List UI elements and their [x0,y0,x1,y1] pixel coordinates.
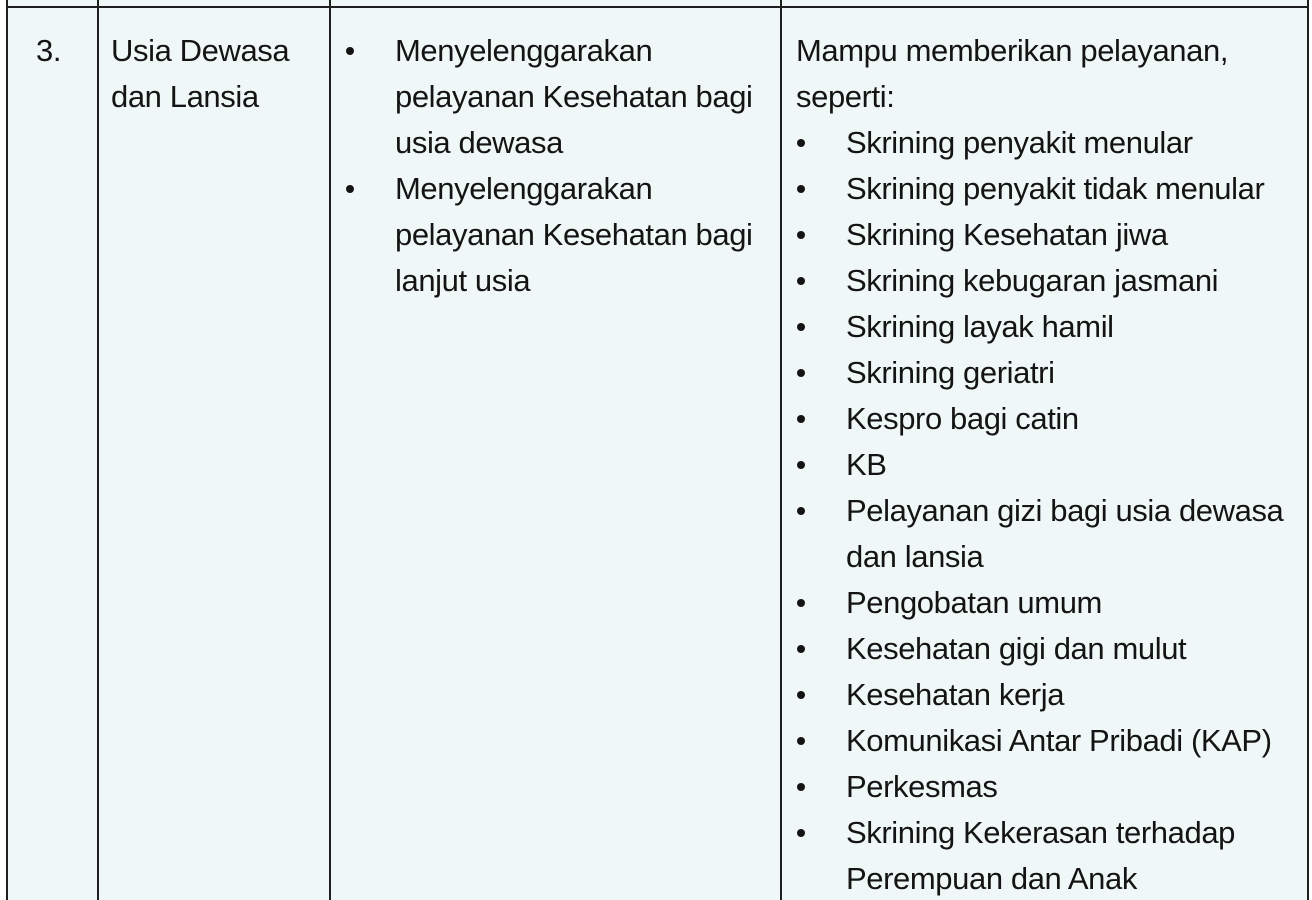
service-item-text: Skrining geriatri [846,355,1055,390]
service-item-text: Pelayanan gizi bagi usia dewasa dan lansia [846,493,1284,574]
bullet-dot-icon [797,415,805,423]
service-item-text: Skrining kebugaran jasmani [846,263,1219,298]
service-item [782,396,1307,442]
service-item [782,166,1307,212]
service-item [782,810,1307,900]
bullet-dot-icon [797,829,805,837]
previous-row-cell [330,0,781,7]
service-item-text: Pengobatan umum [846,585,1102,620]
previous-row-cell [98,0,330,7]
bullet-dot-icon [797,369,805,377]
services-cell [781,7,1308,900]
service-item [782,580,1307,626]
service-item-text: KB [846,447,887,482]
service-item-text: Skrining Kekerasan terhadap Perempuan dan Anak [846,815,1236,896]
bullet-dot-icon [346,47,354,55]
service-item-text: Perkesmas [846,769,998,804]
bullet-dot-icon [797,691,805,699]
bullet-dot-icon [797,507,805,515]
bullet-dot-icon [797,139,805,147]
service-item [782,764,1307,810]
target-group-cell [98,7,330,900]
service-item-text: Skrining Kesehatan jiwa [846,217,1168,252]
activities-cell [330,7,781,900]
bullet-dot-icon [797,599,805,607]
row-number-cell [7,7,98,900]
bullet-dot-icon [346,185,354,193]
activity-item [331,28,780,166]
service-item [782,212,1307,258]
bullet-dot-icon [797,645,805,653]
service-item-text: Skrining penyakit tidak menular [846,171,1265,206]
table-row [7,7,1308,900]
services-intro: Mampu memberikan pelayanan, seperti: [796,33,1229,114]
previous-row-edge [7,0,1308,7]
bullet-dot-icon [797,277,805,285]
service-item-text: Komunikasi Antar Pribadi (KAP) [846,723,1272,758]
service-item [782,626,1307,672]
row-number: 3. [36,33,62,68]
service-table [6,0,1309,900]
service-item [782,304,1307,350]
previous-row-cell [7,0,98,7]
bullet-dot-icon [797,737,805,745]
service-item-text: Kesehatan kerja [846,677,1065,712]
bullet-dot-icon [797,231,805,239]
bullet-dot-icon [797,323,805,331]
service-item [782,350,1307,396]
service-item [782,120,1307,166]
service-item [782,442,1307,488]
previous-row-cell [781,0,1308,7]
services-list [782,120,1307,900]
activity-item-text: Menyelenggarakan pelayanan Kesehatan bagi usia dewasa [395,33,753,160]
activity-item [331,166,780,304]
bullet-dot-icon [797,461,805,469]
bullet-dot-icon [797,783,805,791]
activity-item-text: Menyelenggarakan pelayanan Kesehatan bagi lanjut usia [395,171,753,298]
service-item-text: Skrining layak hamil [846,309,1114,344]
service-item-text: Skrining penyakit menular [846,125,1193,160]
service-item-text: Kesehatan gigi dan mulut [846,631,1187,666]
activities-list [331,28,780,304]
service-item [782,718,1307,764]
service-item [782,258,1307,304]
service-item-text: Kespro bagi catin [846,401,1079,436]
target-group: Usia Dewasa dan Lansia [111,33,290,114]
service-item [782,672,1307,718]
bullet-dot-icon [797,185,805,193]
service-item [782,488,1307,580]
